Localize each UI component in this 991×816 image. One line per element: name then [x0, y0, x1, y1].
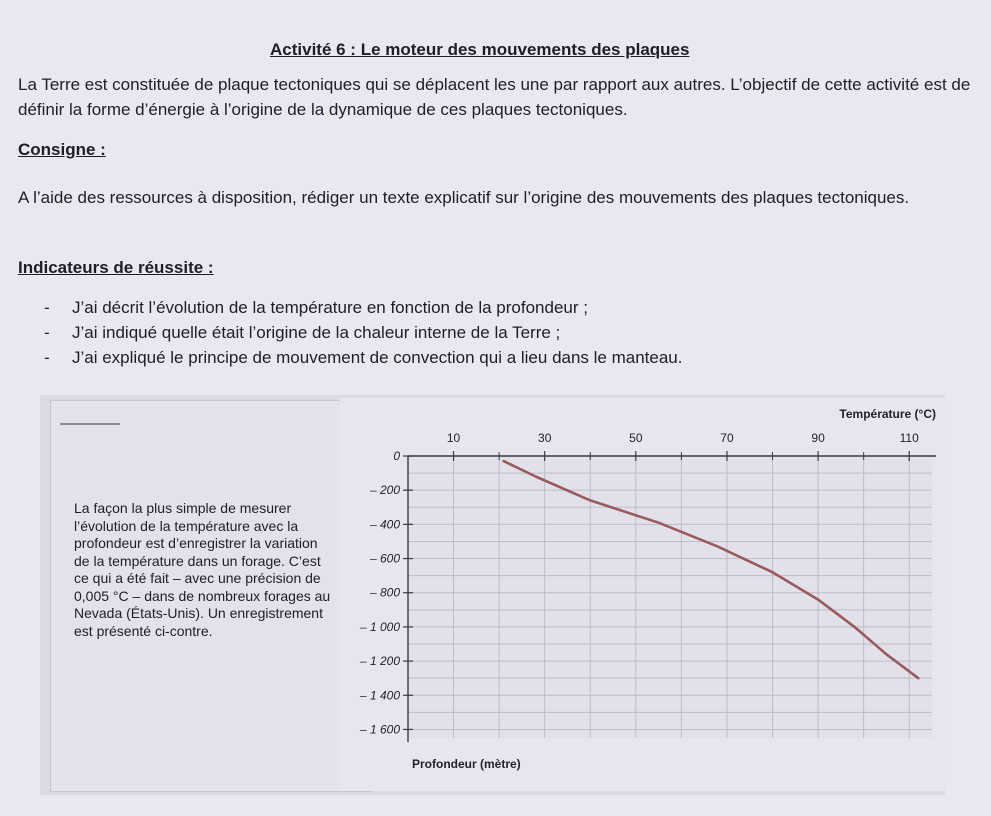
consigne-heading: Consigne : — [18, 140, 106, 159]
sidebar-divider — [60, 423, 120, 425]
intro-paragraph: La Terre est constituée de plaque tectoniques qui se déplacent les une par rapport aux autres. L’objectif de cette activité est de définir la forme d’énergie à l’origine de la dynamique de ces plaques tectoniques. — [18, 75, 971, 119]
consigne-text: A l’aide des ressources à disposition, rédiger un texte explicatif sur l’origine des mouvements des plaques tectoniques. — [18, 188, 910, 207]
indicateurs-heading: Indicateurs de réussite : — [18, 258, 214, 277]
x-tick-label: 90 — [811, 431, 825, 445]
y-tick-label: – 200 — [369, 483, 400, 498]
x-tick-label: 70 — [720, 431, 734, 445]
activity-title: Activité 6 : Le moteur des mouvements des plaques — [270, 40, 690, 59]
x-tick-label: 30 — [538, 431, 552, 445]
y-axis-label: Profondeur (mètre) — [412, 757, 521, 771]
y-tick-label: – 1 400 — [359, 688, 400, 703]
sidebar-text: La façon la plus simple de mesurer l’évolution de la température avec la profondeur est d’enregistrer la variation de la température dans un forage. C’est ce qui a été fait – avec une précision de 0,005 °C – dans de nombreux forages au Nevada (États-Unis). Un enregistrement est présenté ci-contre. — [74, 500, 331, 639]
y-tick-label: – 400 — [369, 517, 400, 532]
y-tick-label: – 600 — [369, 551, 400, 566]
y-tick-label: – 1 000 — [359, 619, 400, 634]
indicateur-item: - J’ai indiqué quelle était l’origine de la chaleur interne de la Terre ; — [44, 320, 683, 345]
indicateurs-list — [44, 295, 683, 370]
y-tick-label: – 800 — [369, 585, 400, 600]
x-axis-label: Température (°C) — [839, 407, 936, 421]
x-tick-label: 10 — [446, 431, 461, 445]
x-tick-label: 110 — [899, 431, 919, 445]
y-tick-label: – 1 600 — [359, 722, 400, 737]
x-tick-label: 50 — [629, 431, 643, 445]
y-tick-label: 0 — [393, 449, 400, 463]
indicateur-item: - J’ai expliqué le principe de mouvement de convection qui a lieu dans le manteau. — [44, 345, 683, 370]
chart-area — [340, 398, 946, 791]
temperature-depth-chart — [340, 398, 946, 791]
indicateur-item: - J’ai décrit l’évolution de la température en fonction de la profondeur ; — [44, 295, 683, 320]
y-tick-label: – 1 200 — [359, 654, 400, 669]
